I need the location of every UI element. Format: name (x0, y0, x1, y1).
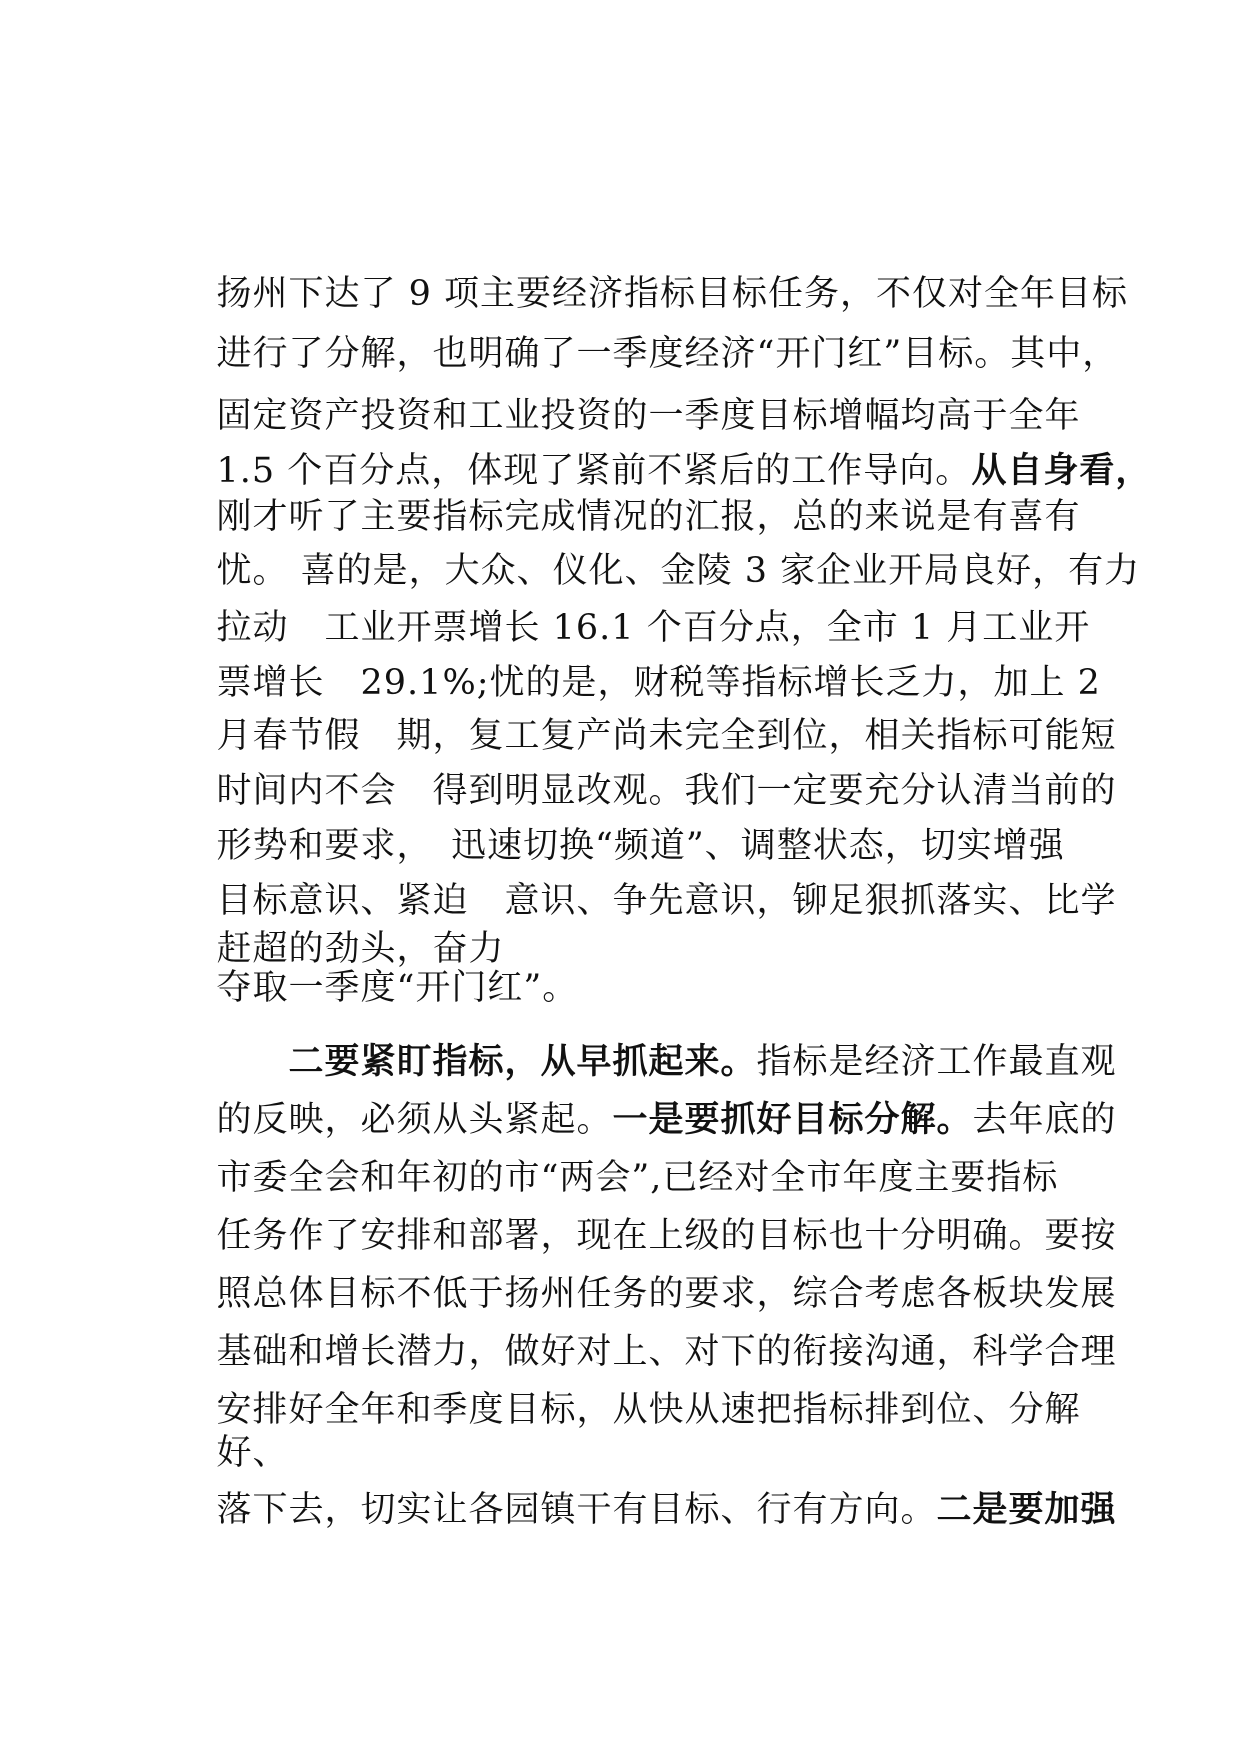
text-run: 照总体目标不低于扬州任务的要求，综合考虑各板块发展 (216, 1274, 1117, 1314)
text-run: 时间内不会 得到明显改观。我们一定要充分认清当前的 (216, 771, 1117, 811)
text-run: 1.5 个百分点，体现了紧前不紧后的工作导向。 (216, 451, 972, 491)
text-run: 忧。 喜的是，大众、仪化、金陵 3 家企业开局良好，有力 (216, 551, 1141, 591)
text-run: 夺取一季度“开门红”。 (216, 968, 579, 1008)
bold-phrase: 从自身看， (971, 451, 1152, 491)
bold-phrase: 二要紧盯指标，从早抓起来。 (288, 1042, 757, 1082)
bold-phrase: 二是要加强 (936, 1490, 1117, 1530)
text-run: 进行了分解，也明确了一季度经济“开门红”目标。其中， (216, 334, 1119, 374)
text-run: 赶超的劲头，奋力 (216, 929, 505, 969)
text-run: 市委全会和年初的市“两会”,已经对全市年度主要指标 (216, 1158, 1059, 1198)
bold-phrase: 一是要抓好目标分解。 (612, 1100, 973, 1140)
text-run: 固定资产投资和工业投资的一季度目标增幅均高于全年 (216, 396, 1081, 436)
text-run: 任务作了安排和部署，现在上级的目标也十分明确。要按 (216, 1216, 1117, 1256)
text-run: 基础和增长潜力，做好对上、对下的衔接沟通，科学合理 (216, 1332, 1117, 1372)
text-run: 扬州下达了 9 项主要经济指标目标任务，不仅对全年目标 (216, 274, 1129, 314)
text-run: 票增长 29.1%;忧的是，财税等指标增长乏力，加上 2 (216, 663, 1101, 703)
text-run: 的反映，必须从头紧起。 (216, 1100, 613, 1140)
text-run: 刚才听了主要指标完成情况的汇报，总的来说是有喜有 (216, 497, 1081, 537)
text-line (168, 1444, 1117, 1576)
text-run: 月春节假 期，复工复产尚未完全到位，相关指标可能短 (216, 716, 1117, 756)
text-run: 落下去，切实让各园镇干有目标、行有方向。 (216, 1490, 937, 1530)
text-run: 形势和要求， 迅速切换“频道”、调整状态，切实增强 (216, 826, 1065, 866)
text-run: 好、 (216, 1433, 289, 1473)
text-run: 拉动 工业开票增长 16.1 个百分点，全市 1 月工业开 (216, 608, 1091, 648)
text-run: 安排好全年和季度目标，从快从速把指标排到位、分解 (216, 1390, 1081, 1430)
text-run: 指标是经济工作最直观 (756, 1042, 1117, 1082)
text-run: 目标意识、紧迫 意识、争先意识，铆足狠抓落实、比学 (216, 881, 1117, 921)
text-run: 去年底的 (972, 1100, 1117, 1140)
